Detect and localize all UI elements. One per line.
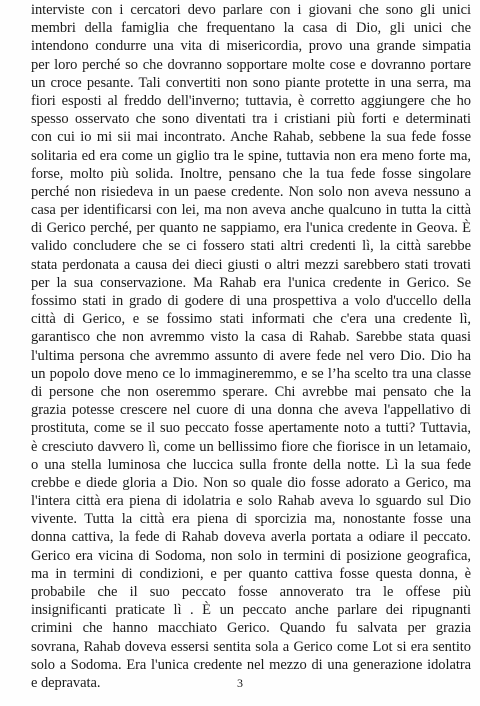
text-line: un croce pesante. Tali convertiti non sono piante protette in una serra, ma	[31, 74, 471, 91]
text-line: fossimo stati in grado di godere di una prospettiva a volo d'uccello della	[31, 293, 471, 309]
text-line: un popolo dove meno ce lo immagineremmo, e se l’ha scelto tra una classe	[31, 365, 471, 382]
text-line: spesso osservato che sono diventati tra i cristiani più forti e determinati	[31, 111, 471, 128]
text-line: e depravata.	[31, 674, 101, 691]
text-line: Gerico era vicina di Sodoma, non solo in termini di posizione geografica,	[31, 547, 471, 564]
text-line: grazia potesse crescere nel cuore di una donna che aveva l'appellativo di	[31, 402, 471, 419]
text-line: vivente. Tutta la città era piena di sporcizia ma, nonostante fosse una	[31, 511, 471, 528]
text-line: per la sua conservazione. Ma Rahab era l'unica credente in Gerico. Se	[31, 274, 471, 291]
text-line: città di Gerico, e se fossimo stati informati che c'era una credente lì,	[31, 311, 471, 328]
text-line: solo a Sodoma. Era l'unica credente nel mezzo di una generazione idolatra	[31, 656, 471, 673]
text-line: con cui io mi sii mai incontrato. Anche Rahab, sebbene la sua fede fosse	[31, 129, 471, 146]
text-line: prostituta, come se il suo peccato fosse apertamente noto a tutti? Tuttavia,	[31, 420, 471, 437]
text-line: intendono condurre una vita di misericordia, provo una grande simpatia	[31, 38, 471, 55]
text-line: ma in termini di condizioni, e per quanto cattiva fosse questa donna, è	[31, 565, 471, 582]
text-line: fiori esposti al freddo dell'inverno; tuttavia, è corretto aggiungere che ho	[31, 92, 471, 109]
text-line: solitaria ed era come un giglio tra le spine, tuttavia non era meno forte ma,	[31, 147, 471, 164]
text-line: casa per identificarsi con lei, ma non aveva anche qualcuno in tutta la città	[31, 202, 471, 219]
text-line: interviste con i cercatori devo parlare con i giovani che sono gli unici	[31, 2, 471, 18]
text-line: o una stella luminosa che luccica sulla fronte della notte. Lì la sua fede	[31, 456, 471, 473]
text-line: è cresciuto davvero lì, come un bellissimo fiore che fiorisce in un letamaio,	[31, 438, 471, 455]
text-line: per loro perché so che dovranno sopportare molte cose e dovranno portare	[31, 56, 471, 73]
text-line: perché non risiedeva in un paese credente. Non solo non aveva nessuno a	[31, 183, 471, 200]
text-line: di persone che non oseremmo sperare. Chi avrebbe mai pensato che la	[31, 383, 471, 400]
text-line: garantisco che non avremmo visto la casa di Rahab. Sarebbe stata quasi	[31, 329, 471, 346]
text-line: donna cattiva, la fede di Rahab doveva averla portata a odiare il peccato.	[31, 529, 471, 546]
body-text	[31, 1, 471, 692]
text-line: di Gerico perché, per quanto ne sappiamo, era l'unica credente in Geova. È	[31, 220, 471, 237]
text-line: sovrana, Rahab doveva essersi sentita sola a Gerico come Lot si era sentito	[31, 638, 471, 655]
text-line: valido concludere che se ci fossero stati altri credenti lì, la città sarebbe	[31, 238, 471, 255]
text-line: crimini che hanno macchiato Gerico. Quando fu salvata per grazia	[31, 620, 471, 637]
text-line: crebbe e diede gloria a Dio. Non so quale dio fosse adorato a Gerico, ma	[31, 474, 471, 491]
text-line: membri della famiglia che frequentano la casa di Dio, gli unici che	[31, 20, 471, 37]
text-line: probabile che il suo peccato fosse annoverato tra le offese più	[31, 584, 471, 600]
text-line: l'intera città era piena di idolatria e solo Rahab aveva lo sguardo sul Dio	[31, 493, 471, 510]
page-number: 3	[237, 676, 243, 690]
text-line: stata perdonata a causa dei dieci giusti o altri mezzi sarebbero stati trovati	[31, 256, 471, 273]
text-line: l'ultima persona che avremmo assunto di avere fede nel vero Dio. Dio ha	[31, 347, 471, 364]
text-line: insignificanti praticate lì . È un peccato anche parlare dei ripugnanti	[31, 602, 471, 619]
text-line: forse, molto più solida. Inoltre, pensano che la tua fede fosse singolare	[31, 165, 471, 182]
